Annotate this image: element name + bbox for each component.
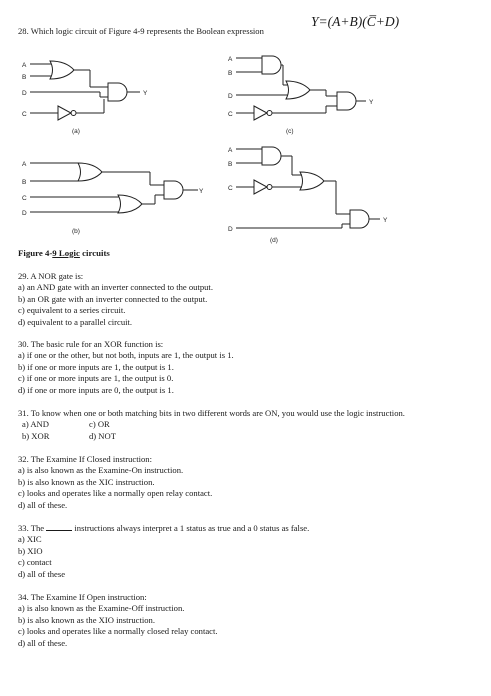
question-34-option-d: d) all of these. [18,637,68,648]
question-29-option-c: c) equivalent to a series circuit. [18,305,126,316]
question-30-option-c: c) if one or more inputs are 1, the output is 0. [18,373,174,384]
question-34-option-b: b) is also known as the XIO instruction. [18,614,156,625]
circuit-b-label: (b) [72,228,80,235]
question-30-stem: 30. The basic rule for an XOR function is: [18,339,164,349]
question-34-option-a: a) is also known as the Examine-Off instruction. [18,603,185,614]
label-d-input-D: D [228,226,233,233]
question-34-option-c: c) looks and operates like a normally closed relay contact. [18,626,218,637]
circuit-a-label: (a) [72,128,80,135]
question-33-blank [46,522,72,531]
label-a-output-Y: Y [143,90,148,97]
question-34 [18,592,218,649]
figure-caption [18,248,110,258]
circuit-c-label: (c) [286,128,294,135]
question-32-option-c: c) looks and operates like a normally open relay contact. [18,488,213,499]
question-30-option-b: b) if one or more inputs are 1, the output is 1. [18,361,174,372]
circuit-a [30,61,140,120]
question-33-stem-suffix: instructions always interpret a 1 status as true and a 0 status as false. [74,523,310,533]
question-29-stem: 29. A NOR gate is: [18,271,84,281]
question-29-option-d: d) equivalent to a parallel circuit. [18,316,133,327]
question-33 [18,522,309,580]
figure-caption-underlined: 9 Logic [52,248,80,258]
question-29-option-b: b) an OR gate with an inverter connected to the output. [18,293,208,304]
question-34-stem: 34. The Examine If Open instruction: [18,592,147,602]
boolean-expression: Y=(A+B)(C̅+D) [311,14,400,29]
question-33-stem [18,522,309,534]
question-33-option-d: d) all of these [18,568,66,579]
question-29-option-a: a) an AND gate with an inverter connected to the output. [18,282,213,293]
label-a-input-B: B [22,74,27,81]
question-31-option-a: a) AND [22,419,49,430]
question-30 [18,339,234,396]
question-30-option-d: d) if one or more inputs are 0, the output is 1. [18,384,174,395]
circuit-b [30,163,198,213]
label-c-input-D: D [228,93,233,100]
label-d-output-Y: Y [383,217,388,224]
question-29 [18,271,213,328]
question-33-stem-prefix: 33. The [18,523,45,533]
logic-circuits-figure [0,40,491,250]
question-33-option-a: a) XIC [18,534,42,545]
question-31-row-2 [18,431,405,442]
label-a-input-C: C [22,111,27,118]
question-33-option-b: b) XIO [18,545,43,556]
label-c-output-Y: Y [369,99,374,106]
label-b-input-A: A [22,161,27,168]
question-28-text: 28. Which logic circuit of Figure 4-9 represents the Boolean expression [18,26,264,36]
label-b-input-B: B [22,179,27,186]
label-a-input-A: A [22,62,27,69]
question-31-row-1 [18,419,405,430]
question-31-option-c: c) OR [89,419,110,430]
question-32-option-b: b) is also known as the XIC instruction. [18,476,155,487]
question-32-option-d: d) all of these. [18,499,68,510]
label-b-output-Y: Y [199,188,204,195]
label-b-input-C: C [22,195,27,202]
label-d-input-C: C [228,185,233,192]
label-c-input-A: A [228,56,233,63]
circuit-c [236,56,366,120]
circuit-d [236,147,380,228]
figure-caption-suffix: circuits [79,248,110,258]
question-33-option-c: c) contact [18,557,52,568]
question-30-option-a: a) if one or the other, but not both, inputs are 1, the output is 1. [18,350,234,361]
question-32-option-a: a) is also known as the Examine-On instruction. [18,465,184,476]
label-d-input-B: B [228,161,233,168]
question-31-option-b: b) XOR [22,430,50,441]
label-c-input-B: B [228,70,233,77]
label-a-input-D: D [22,90,27,97]
question-32-stem: 32. The Examine If Closed instruction: [18,454,152,464]
question-31-option-d: d) NOT [89,430,116,441]
question-31 [18,408,405,442]
label-b-input-D: D [22,210,27,217]
figure-caption-prefix: Figure 4- [18,248,53,258]
label-c-input-C: C [228,111,233,118]
question-32 [18,454,212,511]
circuit-d-label: (d) [270,237,278,244]
label-d-input-A: A [228,147,233,154]
question-31-stem: 31. To know when one or both matching bits in two different words are ON, you would use the logic instruction. [18,408,405,418]
